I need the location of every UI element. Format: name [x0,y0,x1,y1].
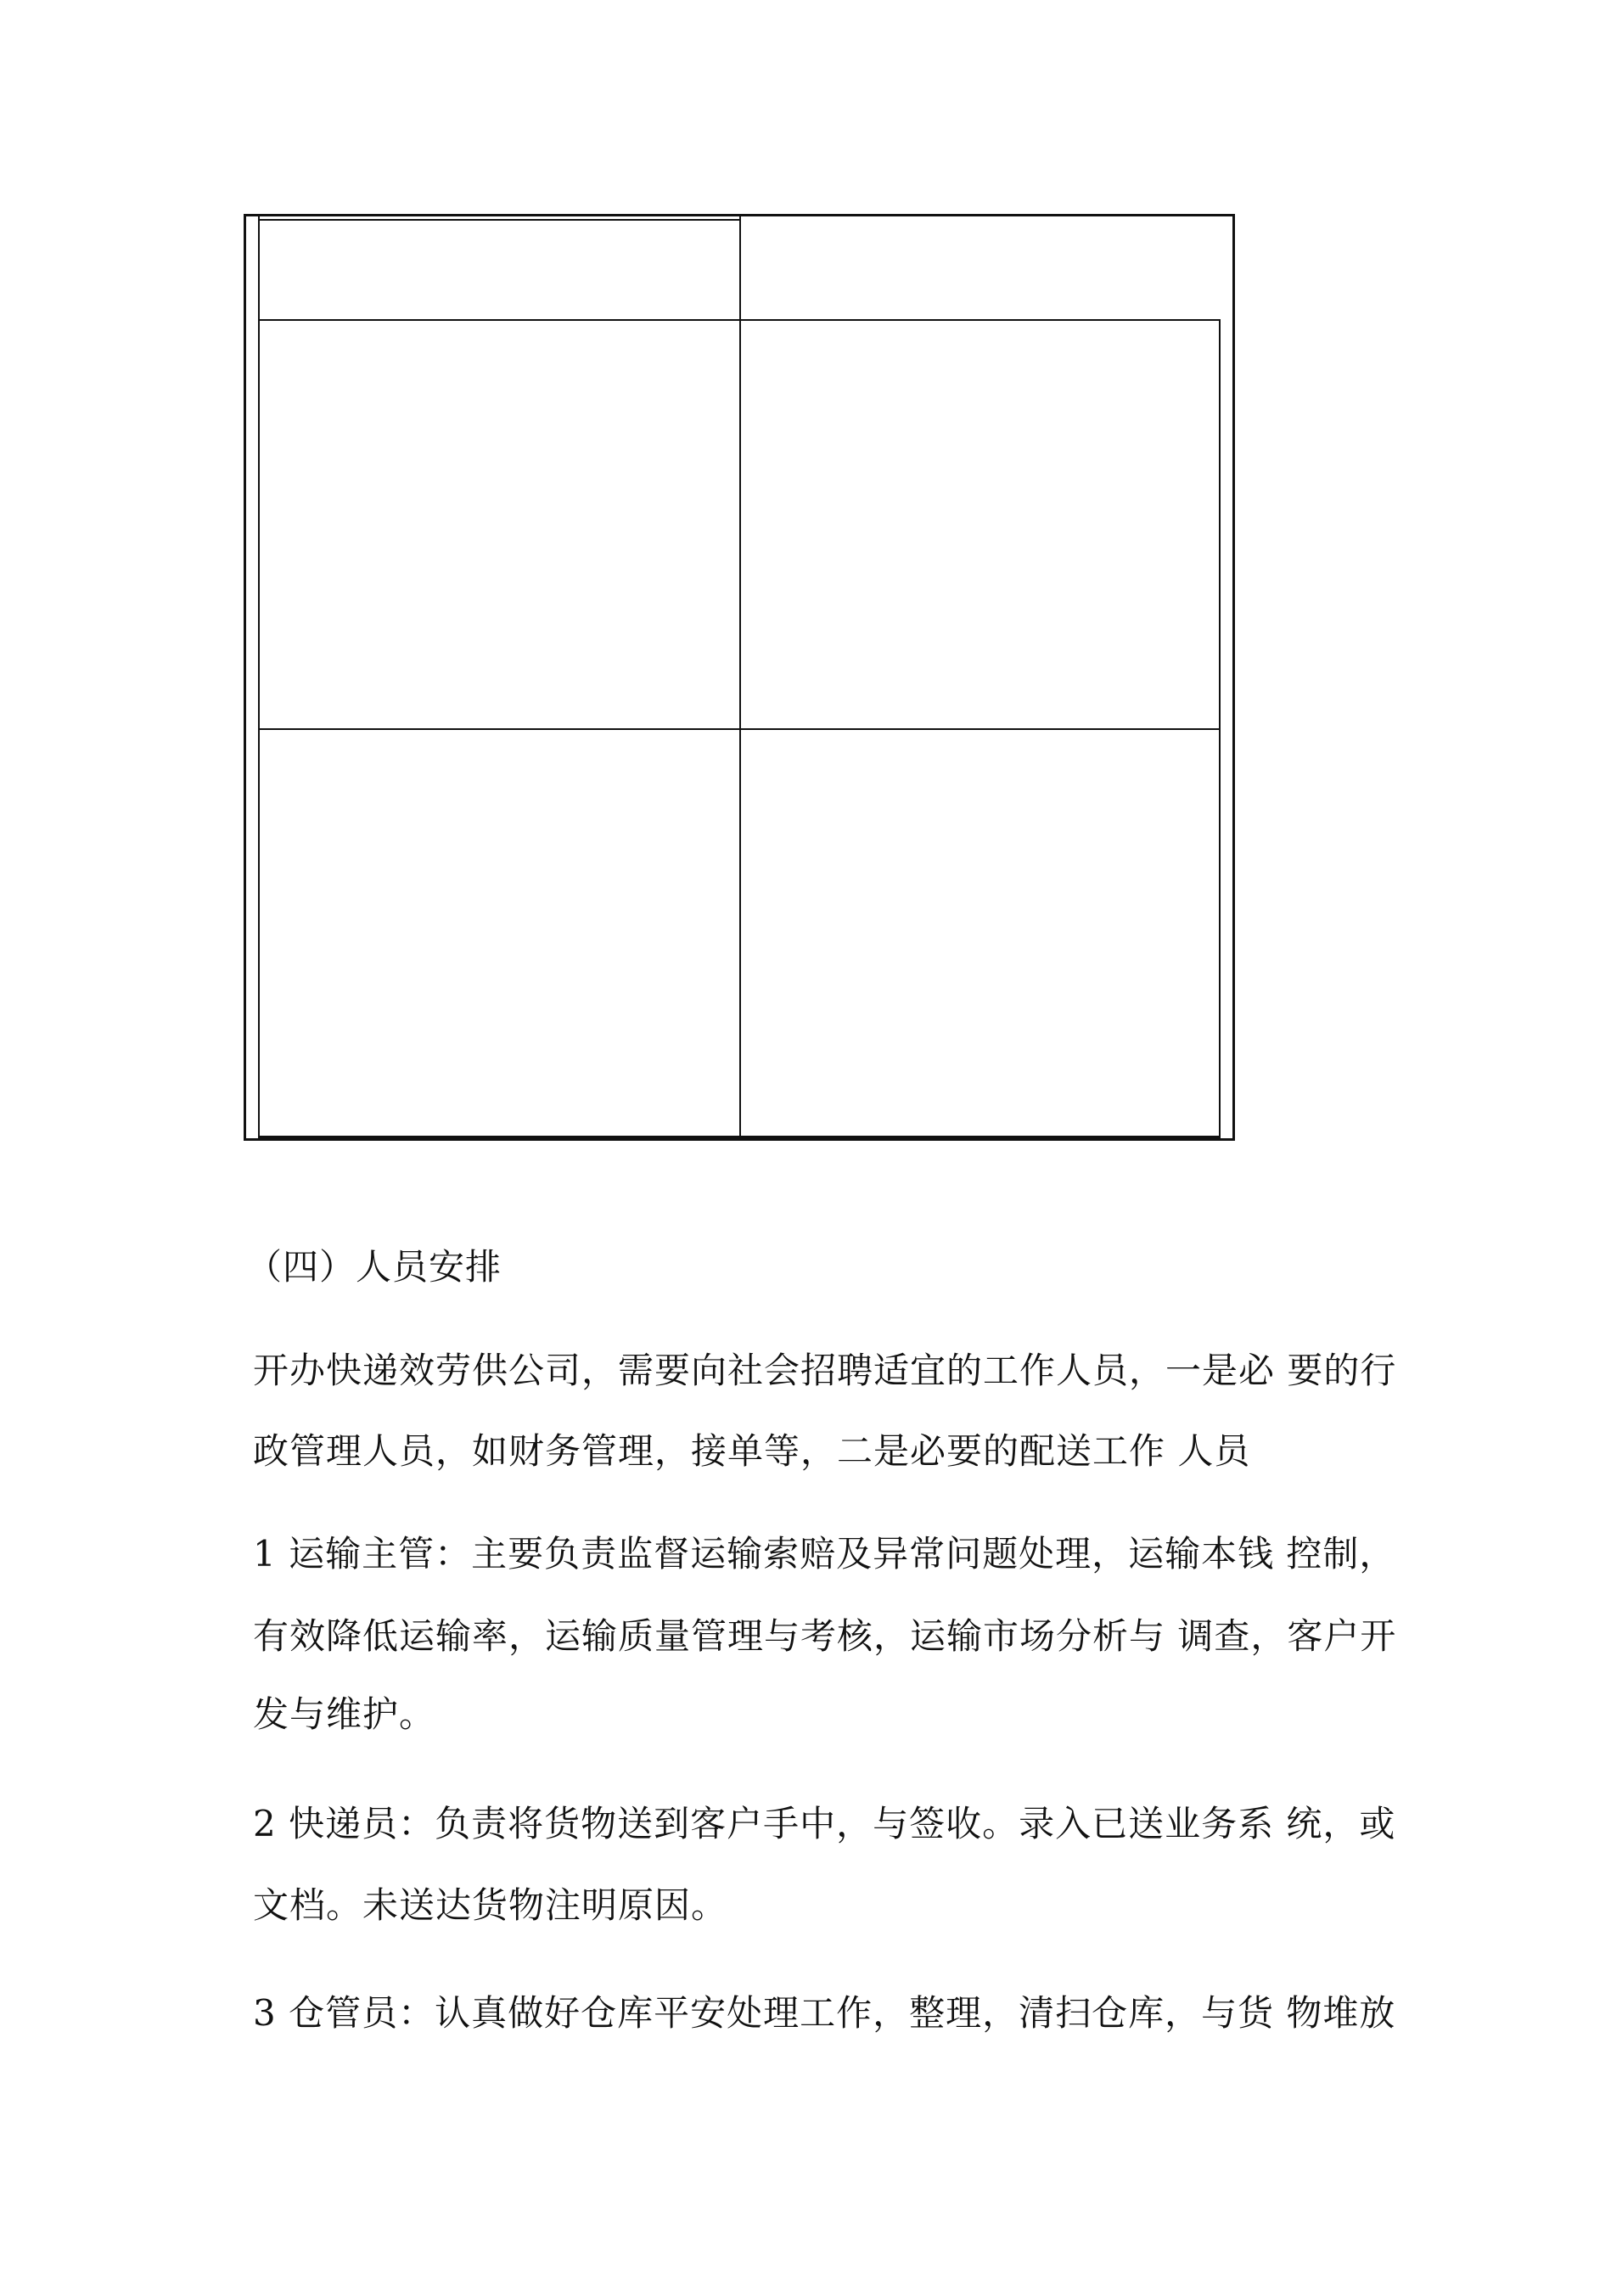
table-inner-left [258,214,260,1137]
paragraph-2-line-1: 1 运输主管：主要负责监督运输索赔及异常问题处理，运输本钱 控制， [253,1533,1396,1575]
paragraph-1-line-2: 政管理人员，如财务管理，接单等，二是必要的配送工作 人员 [253,1430,1251,1472]
table-outer-right [1232,214,1235,1141]
paragraph-2-line-3: 发与维护。 [253,1693,436,1735]
table-outer-bottom [244,1138,1235,1141]
paragraph-3-line-1: 2 快递员：负责将货物送到客户手中，与签收。录入已送业务系 统，或 [253,1803,1396,1844]
paragraph-1-line-1: 开办快递效劳供公司，需要向社会招聘适宜的工作人员，一是必 要的行 [253,1350,1397,1391]
paragraph-3-line-2: 文档。未送达货物注明原因。 [253,1884,728,1926]
table-outer-left [244,214,246,1141]
table-header-cell-top [258,219,740,221]
table-column-divider [739,214,741,1137]
paragraph-2-line-2: 有效降低运输率，运输质量管理与考核，运输市场分析与 调查，客户开 [253,1615,1397,1657]
section-heading: （四）人员安排 [246,1246,502,1288]
paragraph-4-line-1: 3 仓管员：认真做好仓库平安处理工作，整理，清扫仓库，与货 物堆放 [253,1992,1396,2034]
